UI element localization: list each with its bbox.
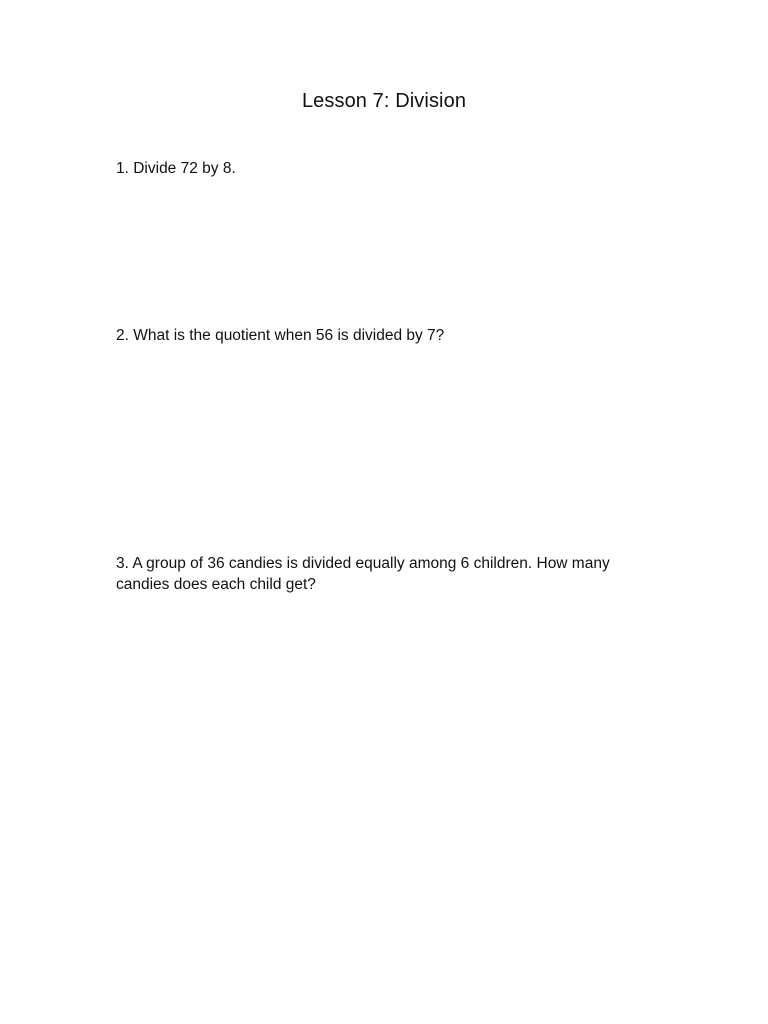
- page-title: Lesson 7: Division: [301, 90, 467, 112]
- question-2: 2. What is the quotient when 56 is divided by 7?: [116, 327, 445, 344]
- question-1: 1. Divide 72 by 8.: [116, 160, 236, 177]
- question-3: 3. A group of 36 candies is divided equally among 6 children. How many candies does each child get?: [116, 555, 610, 593]
